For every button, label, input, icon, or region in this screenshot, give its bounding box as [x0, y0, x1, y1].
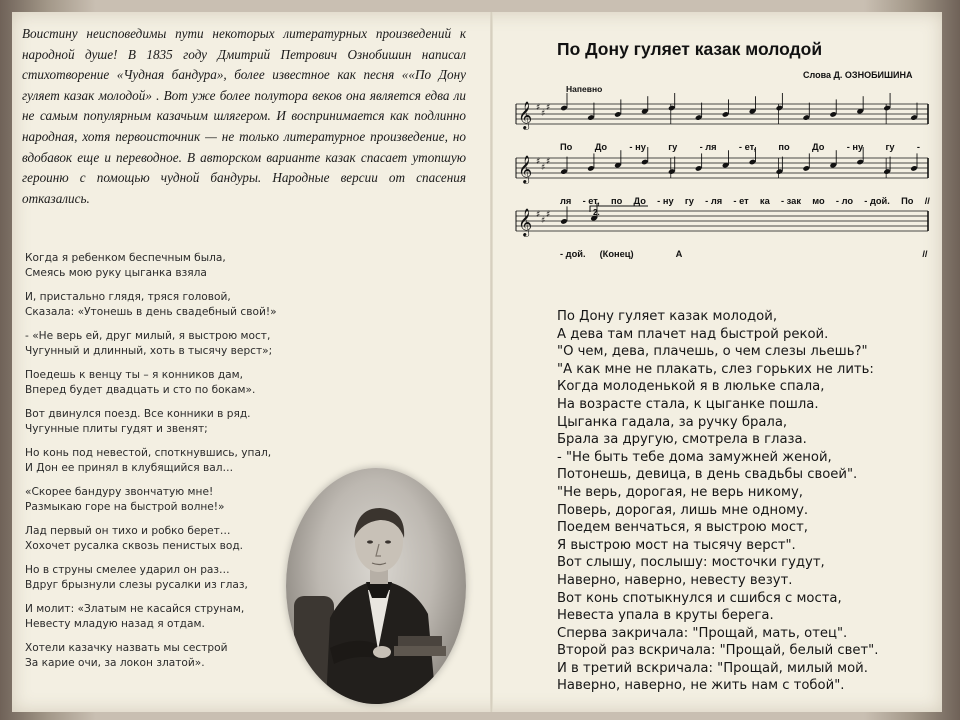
score-syllable: по: [778, 142, 790, 152]
poem-line: Но в струны смелее ударил он раз…: [25, 564, 230, 576]
poem-line: «Скорее бандуру звончатую мне!: [25, 486, 214, 498]
poem-stanza: [25, 446, 315, 476]
score-syllable: мо: [812, 196, 825, 206]
lyric-line: По Дону гуляет казак молодой,: [557, 309, 778, 324]
poem-line: Невесту младую назад я отдам.: [25, 618, 205, 630]
poem-stanza: [25, 329, 315, 359]
score-lyrics-row-1: [560, 142, 920, 154]
score-syllable: //: [922, 249, 928, 259]
poem-line: За карие очи, за локон златой».: [25, 657, 205, 669]
score-syllable: - ну: [629, 142, 646, 152]
volta-number: 2.: [593, 208, 600, 217]
poem-line: - «Не верь ей, друг милый, я выстрою мост,: [25, 330, 271, 342]
score-syllable: - дой.: [864, 196, 890, 206]
score-syllable: гу: [885, 142, 895, 152]
lyric-line: Наверно, наверно, невесту везут.: [557, 572, 793, 588]
poem-line: Лад первый он тихо и робко берет…: [25, 525, 231, 537]
poem-line: Хохочет русалка сквозь пенистых вод.: [25, 540, 244, 552]
intro-paragraph: Воистину неисповедимы пути некоторых литературных произведений к народной душе! В 1835 году Дмитрий Петрович Ознобишин написал стихотворение «Чудная бандура», более известное как песня ««По Дону гуляет казак молодой» . Вот уже более полутора веков она является едва ли не самым популярным казачьим шлягером. И воспринимается как подлинно народная, хотя первоисточник — не только литературное произведение, но вдобавок еще и переводное. В авторском варианте казак спасает утопшую героиню с помощью чудной бандуры. Народные версии от спасения отказались.: [22, 26, 466, 206]
poem-stanza: [25, 251, 315, 281]
lyric-line: Потонешь, девица, в день свадьбы своей".: [557, 467, 858, 483]
poem-line: Вот двинулся поезд. Все конники в ряд.: [25, 408, 251, 420]
poem-stanza: [25, 368, 315, 398]
poem-line: И Дон ее принял в клубящийся вал…: [25, 462, 234, 474]
poem-line: Размыкаю горе на быстрой волне!»: [25, 501, 225, 513]
lyric-line: Невеста упала в круты берега.: [557, 608, 774, 624]
poem-line: Вдруг брызнули слезы русалки из глаз,: [25, 579, 248, 591]
lyric-line: - "Не быть тебе дома замужней женой,: [557, 449, 832, 465]
sharp-icon: ♯: [541, 163, 546, 173]
lyric-line: Наверно, наверно, не жить нам с тобой".: [557, 678, 845, 694]
poem-stanza: [25, 290, 315, 320]
score-syllable: - ет: [733, 196, 749, 206]
poem-stanza: [25, 602, 315, 632]
score-syllable: - ет,: [582, 196, 600, 206]
score-syllable: //: [924, 196, 930, 206]
sharp-icon: ♯: [541, 216, 546, 226]
score-syllable: - ет,: [738, 142, 757, 152]
score-syllable: - ля: [699, 142, 717, 152]
score-syllable: - ло: [835, 196, 854, 206]
song-author: Слова Д. ОЗНОБИШИНА: [803, 70, 913, 80]
portrait-drawing: [286, 468, 466, 704]
poem-line: И, пристально глядя, тряся головой,: [25, 291, 231, 303]
sharp-icon: ♯: [536, 157, 541, 167]
poem-line: Поедешь к венцу ты – я конников дам,: [25, 369, 244, 381]
sharp-icon: ♯: [546, 157, 551, 167]
tempo-marking: Напевно: [566, 84, 603, 94]
score-syllable: - ну: [846, 142, 864, 152]
lyric-line: А дева там плачет над быстрой рекой.: [557, 326, 829, 342]
portrait-oznobishin: [286, 468, 466, 704]
score-syllable: По: [560, 142, 573, 152]
poem-line: Сказала: «Утонешь в день свадебный свой!»: [25, 306, 277, 318]
poem-line: Смеясь мою руку цыганка взяла: [25, 267, 207, 279]
score-lyrics-row-2: [560, 196, 930, 208]
score-syllable: - дой.: [560, 249, 586, 259]
sharp-icon: ♯: [546, 210, 551, 220]
sharp-icon: ♯: [541, 109, 546, 119]
poem-line: Чугунные плиты гудят и звенят;: [25, 423, 208, 435]
score-syllable: -: [916, 142, 920, 152]
sharp-icon: ♯: [536, 210, 541, 220]
score-lyrics-row-3: [560, 249, 930, 261]
lyric-line: Поверь, дорогая, лишь мне одному.: [557, 502, 809, 518]
lyric-line: Вот конь спотыкнулся и сшибся с моста,: [557, 590, 842, 606]
score-syllable: (Конец): [599, 249, 634, 259]
poem-stanza: [25, 524, 315, 554]
treble-clef-icon: 𝄞: [518, 101, 533, 129]
sharp-icon: ♯: [536, 103, 541, 113]
lyric-line: "Не верь, дорогая, не верь никому,: [557, 484, 803, 500]
staves: [516, 93, 928, 237]
poem-chudnaya-bandura: [25, 251, 315, 680]
lyric-line: "О чем, дева, плачешь, о чем слезы льешь?": [557, 344, 868, 360]
score-syllable: - ля: [705, 196, 723, 206]
lyric-line: Цыганка гадала, за ручку брала,: [557, 414, 788, 430]
book-spread: [12, 12, 942, 712]
lyric-line: Когда молоденькой я в люльке спала,: [557, 379, 825, 395]
poem-line: И молит: «Златым не касайся струнам,: [25, 603, 245, 615]
song-lyrics: [557, 308, 937, 695]
treble-clef-icon: 𝄞: [518, 208, 533, 236]
poem-stanza: [25, 563, 315, 593]
sharp-icon: ♯: [546, 103, 551, 113]
score-syllable: До: [594, 142, 608, 152]
score-syllable: ка: [759, 196, 770, 206]
lyric-line: "А как мне не плакать, слез горьких не лить:: [557, 361, 874, 377]
poem-line: Но конь под невестой, споткнувшись, упал,: [25, 447, 272, 459]
lyric-line: На возрасте стала, к цыганке пошла.: [557, 396, 819, 412]
score-syllable: гу: [668, 142, 678, 152]
lyric-line: И в третий вскричала: "Прощай, милый мой.: [557, 660, 868, 676]
poem-line: Когда я ребенком беспечным была,: [25, 252, 226, 264]
score-syllable: До: [633, 196, 646, 206]
score-syllable: По: [901, 196, 914, 206]
poem-line: Чугунный и длинный, хоть в тысячу верст»;: [25, 345, 273, 357]
poem-stanza: [25, 641, 315, 671]
lyric-line: Я выстрою мост на тысячу верст".: [557, 537, 796, 553]
treble-clef-icon: 𝄞: [518, 155, 533, 183]
score-syllable: по: [610, 196, 623, 206]
lyric-line: Поедем венчаться, я выстрою мост,: [557, 520, 808, 536]
score-syllable: А: [675, 249, 683, 259]
poem-line: Хотели казачку назвать мы сестрой: [25, 642, 228, 654]
page-fold: [490, 12, 493, 712]
score-syllable: гу: [684, 196, 694, 206]
poem-stanza: [25, 485, 315, 515]
poem-stanza: [25, 407, 315, 437]
sheet-music: [508, 84, 938, 264]
poem-line: Вперед будет двадцать и сто по бокам».: [25, 384, 256, 396]
lyric-line: Вот слышу, послышу: мосточки гудут,: [557, 555, 825, 571]
song-title: По Дону гуляет казак молодой: [557, 39, 823, 59]
lyric-line: Сперва закричала: "Прощай, мать, отец".: [557, 625, 848, 641]
score-syllable: - зак: [780, 196, 801, 206]
score-syllable: ля: [560, 196, 572, 206]
lyric-line: Брала за другую, смотрела в глаза.: [557, 432, 807, 448]
score-syllable: До: [811, 142, 825, 152]
score-syllable: - ну: [657, 196, 674, 206]
lyric-line: Второй раз вскричала: "Прощай, белый свет".: [557, 643, 879, 659]
